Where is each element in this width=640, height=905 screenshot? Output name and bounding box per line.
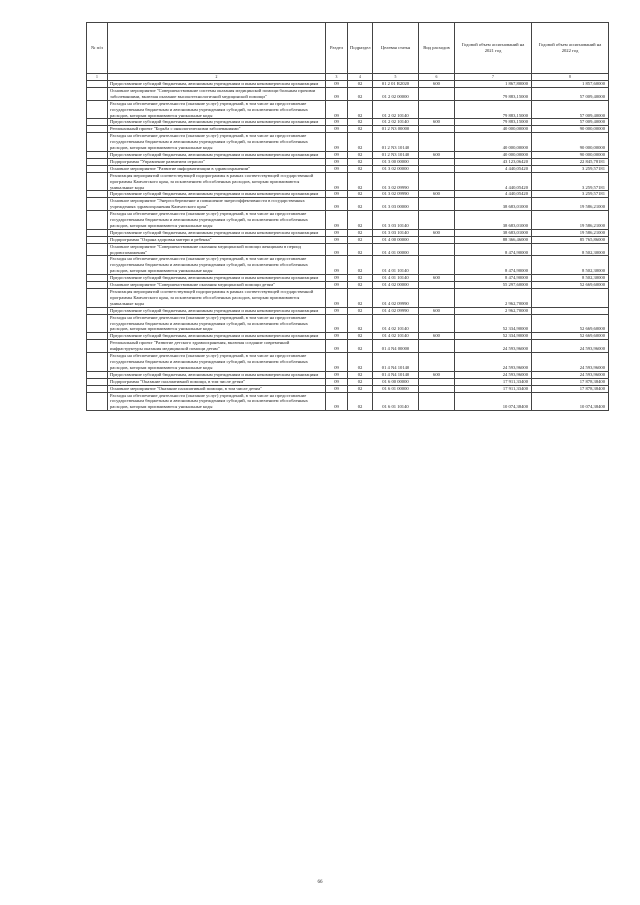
cell-subsection: 02 [348,158,373,165]
cell-subsection: 02 [348,256,373,275]
cell-volume-2021: 2 962,70000 [455,307,532,314]
column-number-row [87,74,609,81]
cell-volume-2022: 8 502,30000 [532,256,609,275]
cell-volume-2022: 57 009,40000 [532,119,609,126]
table-row [87,307,609,314]
cell-number [87,211,108,230]
cell-volume-2022: 52 669,60000 [532,314,609,333]
cell-section: 09 [326,314,348,333]
cell-number [87,151,108,158]
cell-volume-2021: 40 000,00000 [455,133,532,152]
cell-target-article: 01 2 02 10140 [373,119,419,126]
table-row [87,172,609,191]
header-volume-2021: Годовой объем ассигнований на 2021 год [455,23,532,74]
cell-number [87,191,108,198]
cell-name: Предоставление субсидий бюджетным, автономным учреждениям и иным некоммерческим организациям [108,151,326,158]
cell-target-article: 01 4 02 10140 [373,333,419,340]
cell-section: 09 [326,87,348,100]
cell-name: Расходы на обеспечение деятельности (оказание услуг) учреждений, в том числе на предоставление государственным бюджетным и автономным учреждениям субсидий, за исключением обособленных расходов, которым присваиваются уникальные коды [108,392,326,411]
table-row [87,378,609,385]
cell-section: 09 [326,81,348,88]
cell-name: Предоставление субсидий бюджетным, автономным учреждениям и иным некоммерческим организациям [108,81,326,88]
cell-number [87,172,108,191]
cell-volume-2022: 57 009,40000 [532,87,609,100]
cell-name: Расходы на обеспечение деятельности (оказание услуг) учреждений, в том числе на предоставление государственным бюджетным и автономным учреждениям субсидий, за исключением обособленных расходов, которым присваиваются уникальные коды [108,100,326,119]
cell-number [87,256,108,275]
cell-target-article: 01 2 N3 00000 [373,126,419,133]
cell-subsection: 02 [348,314,373,333]
table-row [87,151,609,158]
header-section: Раздел [326,23,348,74]
table-row [87,229,609,236]
cell-target-article: 01 6 01 00000 [373,385,419,392]
header-target-article: Целевая статья [373,23,419,74]
cell-name: Подпрограмма "Управление развитием отрасли" [108,158,326,165]
cell-expense-type: 600 [419,191,455,198]
cell-target-article: 01 3 02 09990 [373,172,419,191]
cell-target-article: 01 3 03 00000 [373,198,419,211]
table-row [87,289,609,308]
cell-expense-type [419,198,455,211]
cell-name: Реализация мероприятий соответствующей подпрограммы в рамках соответствующей государственной программы Камчатского края, за исключением обособленных расходов, которым присваиваются уникальные коды [108,289,326,308]
cell-expense-type: 600 [419,275,455,282]
cell-volume-2022: 19 586,21000 [532,211,609,230]
cell-number [87,385,108,392]
cell-target-article: 01 4 02 09990 [373,307,419,314]
cell-volume-2021: 8 474,90000 [455,275,532,282]
cell-volume-2022: 17 878,38400 [532,378,609,385]
cell-volume-2022: 24 593,96000 [532,340,609,353]
cell-volume-2022: 90 000,00000 [532,133,609,152]
cell-section: 09 [326,229,348,236]
cell-subsection: 02 [348,198,373,211]
cell-volume-2022: 3 259,57181 [532,165,609,172]
cell-target-article: 01 4 02 10140 [373,314,419,333]
cell-subsection: 02 [348,100,373,119]
cell-name: Расходы на обеспечение деятельности (оказание услуг) учреждений, в том числе на предоставление государственным бюджетным и автономным учреждениям субсидий, за исключением обособленных расходов, которым присваиваются уникальные коды [108,353,326,372]
cell-volume-2022: 1 857,60000 [532,81,609,88]
cell-expense-type [419,314,455,333]
cell-volume-2021: 24 593,96000 [455,353,532,372]
cell-target-article: 01 4 02 09990 [373,289,419,308]
cell-name: Предоставление субсидий бюджетным, автономным учреждениям и иным некоммерческим организациям [108,371,326,378]
cell-expense-type: 600 [419,229,455,236]
cell-name: Подпрограмма "Охрана здоровья матери и ребенка" [108,236,326,243]
cell-expense-type [419,100,455,119]
cell-volume-2021: 4 440,05420 [455,172,532,191]
cell-volume-2022: 17 878,38400 [532,385,609,392]
cell-expense-type [419,378,455,385]
cell-expense-type [419,236,455,243]
cell-name: Предоставление субсидий бюджетным, автономным учреждениям и иным некоммерческим организациям [108,119,326,126]
cell-expense-type [419,158,455,165]
cell-section: 09 [326,198,348,211]
cell-volume-2021: 55 297,60000 [455,282,532,289]
cell-expense-type: 600 [419,81,455,88]
cell-subsection: 02 [348,243,373,256]
cell-number [87,289,108,308]
cell-target-article: 01 2 N3 10140 [373,133,419,152]
table-row [87,211,609,230]
cell-subsection: 02 [348,385,373,392]
cell-volume-2021: 38 683,01000 [455,229,532,236]
cell-number [87,165,108,172]
cell-target-article: 01 2 02 10140 [373,100,419,119]
cell-target-article: 01 6 00 00000 [373,378,419,385]
cell-section: 09 [326,353,348,372]
cell-expense-type [419,353,455,372]
cell-volume-2021: 79 883,15000 [455,100,532,119]
cell-target-article: 01 4 01 10140 [373,256,419,275]
table-row [87,191,609,198]
cell-target-article: 01 3 02 09990 [373,191,419,198]
cell-section: 09 [326,243,348,256]
cell-number [87,158,108,165]
cell-target-article: 01 4 01 00000 [373,243,419,256]
table-row [87,126,609,133]
table-row [87,314,609,333]
cell-number [87,87,108,100]
column-number: 4 [348,74,373,81]
cell-name: Основное мероприятие "Оказание паллиативной помощи, в том числе детям" [108,385,326,392]
cell-section: 09 [326,256,348,275]
cell-name: Предоставление субсидий бюджетным, автономным учреждениям и иным некоммерческим организациям [108,333,326,340]
cell-name: Предоставление субсидий бюджетным, автономным учреждениям и иным некоммерческим организациям [108,275,326,282]
cell-section: 09 [326,385,348,392]
cell-volume-2022: 10 074,38400 [532,392,609,411]
table-row [87,198,609,211]
table-row [87,353,609,372]
cell-subsection: 02 [348,191,373,198]
cell-number [87,119,108,126]
table-row [87,282,609,289]
cell-subsection: 02 [348,81,373,88]
table-row [87,275,609,282]
cell-section: 09 [326,371,348,378]
cell-section: 09 [326,340,348,353]
cell-name: Расходы на обеспечение деятельности (оказание услуг) учреждений, в том числе на предоставление государственным бюджетным и автономным учреждениям субсидий, за исключением обособленных расходов, которым присваиваются уникальные коды [108,133,326,152]
cell-volume-2022: 8 502,30000 [532,243,609,256]
cell-expense-type [419,126,455,133]
cell-name: Основное мероприятие "Развитие информатизации в здравоохранении" [108,165,326,172]
column-number: 8 [532,74,609,81]
table-row [87,158,609,165]
cell-volume-2021: 24 593,96000 [455,340,532,353]
cell-number [87,133,108,152]
cell-subsection: 02 [348,307,373,314]
table-row [87,243,609,256]
cell-subsection: 02 [348,333,373,340]
cell-name: Расходы на обеспечение деятельности (оказание услуг) учреждений, в том числе на предоставление государственным бюджетным и автономным учреждениям субсидий, за исключением обособленных расходов, которым присваиваются уникальные коды [108,314,326,333]
cell-subsection: 02 [348,172,373,191]
cell-name: Основное мероприятие "Совершенствование системы оказания медицинской помощи больным прочими заболеваниями, включая оказание высокотехнологичной медицинской помощи" [108,87,326,100]
cell-subsection: 02 [348,340,373,353]
cell-name: Расходы на обеспечение деятельности (оказание услуг) учреждений, в том числе на предоставление государственным бюджетным и автономным учреждениям субсидий, за исключением обособленных расходов, которым присваиваются уникальные коды [108,211,326,230]
cell-expense-type: 600 [419,119,455,126]
cell-subsection: 02 [348,289,373,308]
cell-number [87,333,108,340]
header-expense-type: Вид расходов [419,23,455,74]
cell-target-article: 01 4 02 00000 [373,282,419,289]
cell-volume-2021: 2 962,70000 [455,289,532,308]
cell-subsection: 02 [348,378,373,385]
cell-section: 09 [326,211,348,230]
cell-target-article: 01 2 N3 10140 [373,151,419,158]
cell-volume-2021: 8 474,90000 [455,256,532,275]
cell-volume-2021: 43 123,06420 [455,158,532,165]
cell-expense-type [419,243,455,256]
cell-name: Региональный проект "Развитие детского здравоохранения, включая создание современной инфраструктуры оказания медицинской помощи детям" [108,340,326,353]
cell-volume-2022: 8 502,30000 [532,275,609,282]
header-volume-2022: Годовой объем ассигнований на 2022 год [532,23,609,74]
cell-number [87,126,108,133]
cell-section: 09 [326,307,348,314]
cell-volume-2022: 24 593,96000 [532,353,609,372]
cell-section: 09 [326,378,348,385]
cell-target-article: 01 4 N4 10140 [373,371,419,378]
cell-volume-2021: 10 074,38400 [455,392,532,411]
cell-subsection: 02 [348,275,373,282]
page-number: 66 [317,880,323,885]
cell-volume-2021: 1 867,80000 [455,81,532,88]
cell-volume-2021: 40 000,00000 [455,126,532,133]
column-number: 6 [419,74,455,81]
cell-number [87,100,108,119]
table-row [87,165,609,172]
cell-number [87,371,108,378]
cell-expense-type [419,282,455,289]
cell-target-article: 01 2 02 00000 [373,87,419,100]
cell-expense-type: 600 [419,333,455,340]
cell-target-article: 01 3 00 00000 [373,158,419,165]
cell-name: Расходы на обеспечение деятельности (оказание услуг) учреждений, в том числе на предоставление государственным бюджетным и автономным учреждениям субсидий, за исключением обособленных расходов, которым присваиваются уникальные коды [108,256,326,275]
cell-target-article: 01 6 01 10140 [373,392,419,411]
cell-name: Реализация мероприятий соответствующей подпрограммы в рамках соответствующей государственной программы Камчатского края, за исключением обособленных расходов, которым присваиваются уникальные коды [108,172,326,191]
cell-subsection: 02 [348,119,373,126]
cell-expense-type [419,340,455,353]
table-row [87,100,609,119]
cell-volume-2022: 3 259,57181 [532,172,609,191]
cell-target-article: 01 2 01 R2020 [373,81,419,88]
cell-target-article: 01 3 03 10140 [373,229,419,236]
cell-name: Предоставление субсидий бюджетным, автономным учреждениям и иным некоммерческим организациям [108,191,326,198]
column-number: 5 [373,74,419,81]
table-row [87,236,609,243]
cell-target-article: 01 4 N4 10140 [373,353,419,372]
table-row [87,385,609,392]
cell-number [87,392,108,411]
table-row [87,87,609,100]
column-number: 7 [455,74,532,81]
cell-volume-2021: 38 683,01000 [455,211,532,230]
cell-name: Основное мероприятие "Совершенствование оказания медицинской помощи детям" [108,282,326,289]
cell-volume-2022: 19 586,21000 [532,198,609,211]
cell-volume-2021: 52 334,90000 [455,333,532,340]
cell-target-article: 01 4 01 10140 [373,275,419,282]
cell-section: 09 [326,119,348,126]
cell-section: 09 [326,191,348,198]
cell-volume-2021: 88 366,46000 [455,236,532,243]
cell-volume-2021: 79 883,15000 [455,87,532,100]
cell-volume-2022: 22 845,78181 [532,158,609,165]
cell-volume-2021: 79 883,15000 [455,119,532,126]
cell-volume-2021: 52 334,90000 [455,314,532,333]
cell-number [87,236,108,243]
header-number: № п/п [87,23,108,74]
table-row [87,371,609,378]
cell-subsection: 02 [348,211,373,230]
cell-volume-2022 [532,289,609,308]
cell-target-article: 01 3 03 10140 [373,211,419,230]
cell-section: 09 [326,275,348,282]
cell-section: 09 [326,165,348,172]
cell-expense-type: 600 [419,371,455,378]
cell-target-article: 01 4 00 00000 [373,236,419,243]
cell-number [87,314,108,333]
header-subsection: Подраздел [348,23,373,74]
cell-number [87,307,108,314]
cell-volume-2021: 40 000,00000 [455,151,532,158]
cell-section: 09 [326,172,348,191]
cell-volume-2022: 57 009,40000 [532,100,609,119]
cell-subsection: 02 [348,151,373,158]
cell-subsection: 02 [348,133,373,152]
cell-volume-2022 [532,307,609,314]
cell-volume-2021: 38 683,01000 [455,198,532,211]
cell-number [87,198,108,211]
cell-expense-type: 600 [419,151,455,158]
table-row [87,392,609,411]
cell-section: 09 [326,133,348,152]
cell-name: Предоставление субсидий бюджетным, автономным учреждениям и иным некоммерческим организациям [108,229,326,236]
cell-section: 09 [326,100,348,119]
table-row [87,133,609,152]
cell-section: 09 [326,126,348,133]
cell-target-article: 01 4 N4 00000 [373,340,419,353]
cell-volume-2022: 85 765,86000 [532,236,609,243]
cell-volume-2022: 24 593,96000 [532,371,609,378]
cell-volume-2021: 4 440,05420 [455,191,532,198]
cell-number [87,229,108,236]
cell-name: Основное мероприятие "Совершенствование оказания медицинской помощи женщинам в период родовспоможения" [108,243,326,256]
cell-expense-type [419,256,455,275]
cell-volume-2022: 52 669,60000 [532,282,609,289]
table-row [87,119,609,126]
cell-subsection: 02 [348,371,373,378]
cell-section: 09 [326,392,348,411]
table-row [87,340,609,353]
cell-volume-2022: 3 259,57181 [532,191,609,198]
cell-expense-type [419,385,455,392]
cell-subsection: 02 [348,353,373,372]
cell-expense-type [419,392,455,411]
cell-name: Подпрограмма "Оказание паллиативной помощи, в том числе детям" [108,378,326,385]
cell-expense-type: 600 [419,307,455,314]
cell-expense-type [419,289,455,308]
header-name [108,23,326,74]
cell-expense-type [419,165,455,172]
cell-number [87,282,108,289]
cell-expense-type [419,172,455,191]
table-row [87,256,609,275]
cell-volume-2022: 90 000,00000 [532,126,609,133]
cell-section: 09 [326,282,348,289]
cell-number [87,378,108,385]
cell-name: Основное мероприятие "Энергосбережение и повышение энергоэффективности в государственных учреждениях здравоохранения Камчатского края" [108,198,326,211]
cell-volume-2022: 19 586,21000 [532,229,609,236]
cell-expense-type [419,87,455,100]
cell-section: 09 [326,151,348,158]
cell-expense-type [419,133,455,152]
table-row [87,333,609,340]
column-number: 3 [326,74,348,81]
cell-volume-2021: 17 911,33400 [455,385,532,392]
cell-volume-2021: 24 593,96000 [455,371,532,378]
cell-number [87,340,108,353]
cell-name: Региональный проект "Борьба с онкологическими заболеваниями" [108,126,326,133]
budget-table [86,22,609,411]
cell-subsection: 02 [348,392,373,411]
cell-volume-2021: 17 911,33400 [455,378,532,385]
cell-number [87,243,108,256]
cell-section: 09 [326,289,348,308]
cell-number [87,275,108,282]
cell-subsection: 02 [348,236,373,243]
cell-subsection: 02 [348,165,373,172]
cell-target-article: 01 3 02 00000 [373,165,419,172]
cell-subsection: 02 [348,282,373,289]
column-number: 2 [108,74,326,81]
cell-subsection: 02 [348,87,373,100]
cell-volume-2021: 8 474,90000 [455,243,532,256]
cell-subsection: 02 [348,229,373,236]
cell-volume-2021: 4 440,05420 [455,165,532,172]
cell-volume-2022: 90 000,00000 [532,151,609,158]
cell-section: 09 [326,158,348,165]
cell-subsection: 02 [348,126,373,133]
cell-expense-type [419,211,455,230]
cell-number [87,81,108,88]
cell-section: 09 [326,333,348,340]
cell-volume-2022: 52 669,60000 [532,333,609,340]
table-row [87,81,609,88]
budget-table-page [86,22,608,411]
cell-section: 09 [326,236,348,243]
column-number: 1 [87,74,108,81]
cell-number [87,353,108,372]
header-row [87,23,609,74]
cell-name: Предоставление субсидий бюджетным, автономным учреждениям и иным некоммерческим организациям [108,307,326,314]
